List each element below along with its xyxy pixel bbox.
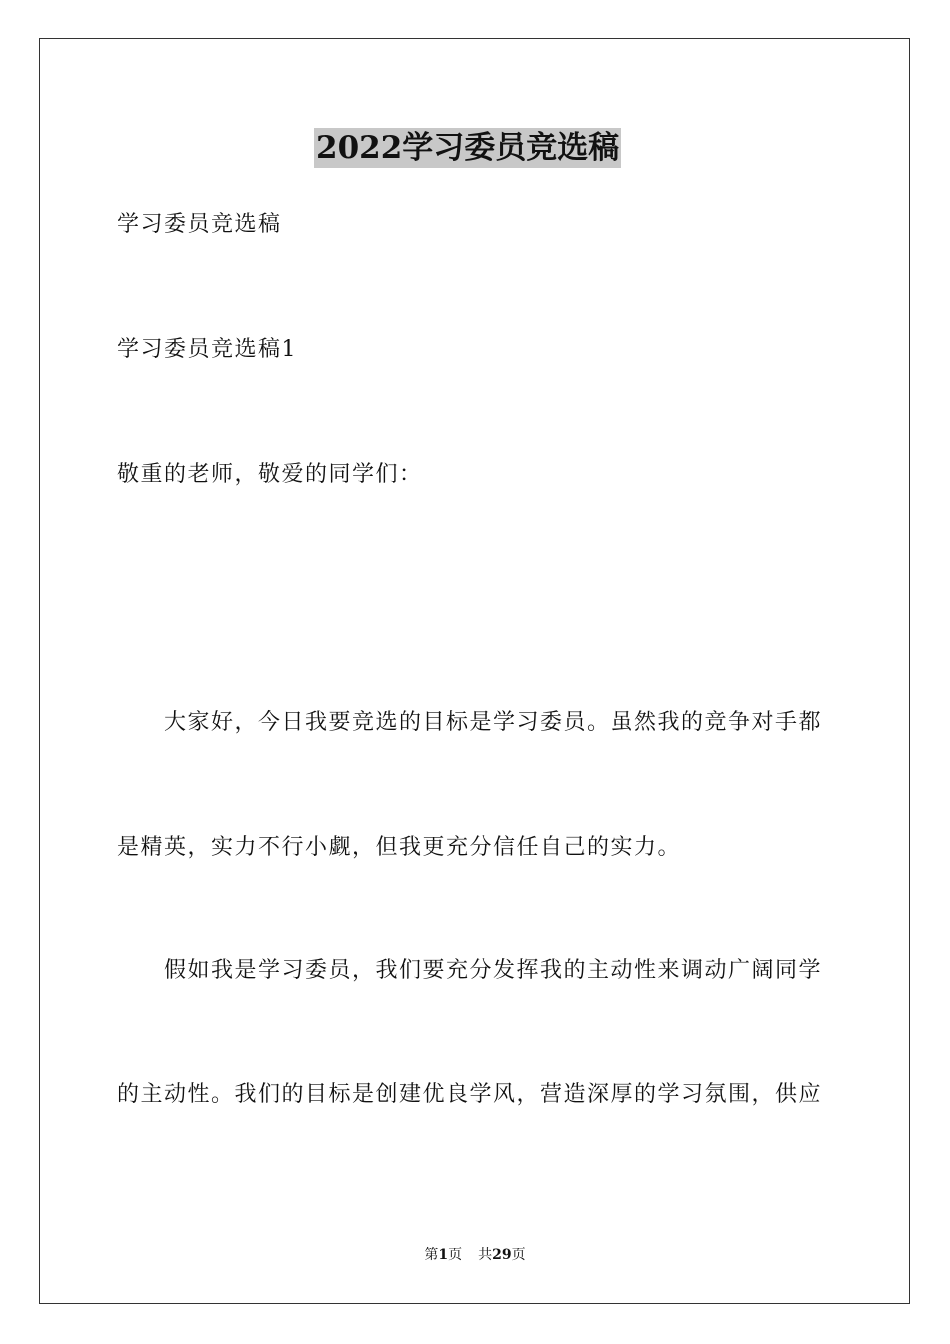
page-prefix: 第 — [424, 1247, 439, 1263]
page-suffix: 页 — [448, 1247, 463, 1263]
current-page-number: 1 — [438, 1247, 449, 1263]
page-footer — [0, 1246, 950, 1264]
total-suffix: 页 — [511, 1247, 526, 1263]
section-heading: 学习委员竞选稿1 — [117, 337, 297, 362]
subtitle: 学习委员竞选稿 — [117, 212, 282, 237]
body-line-4: 的主动性。我们的目标是创建优良学风，营造深厚的学习氛围，供应 — [117, 1082, 823, 1107]
body-line-2: 是精英，实力不行小觑，但我更充分信任自己的实力。 — [117, 835, 682, 860]
document-title: 2022学习委员竞选稿 — [316, 130, 620, 166]
total-prefix: 共 — [478, 1247, 493, 1263]
greeting: 敬重的老师，敬爱的同学们： — [117, 462, 423, 487]
body-line-1: 大家好，今日我要竞选的目标是学习委员。虽然我的竞争对手都 — [164, 710, 823, 735]
total-pages-number: 29 — [492, 1247, 512, 1263]
body-line-3: 假如我是学习委员，我们要充分发挥我的主动性来调动广阔同学 — [164, 958, 823, 983]
